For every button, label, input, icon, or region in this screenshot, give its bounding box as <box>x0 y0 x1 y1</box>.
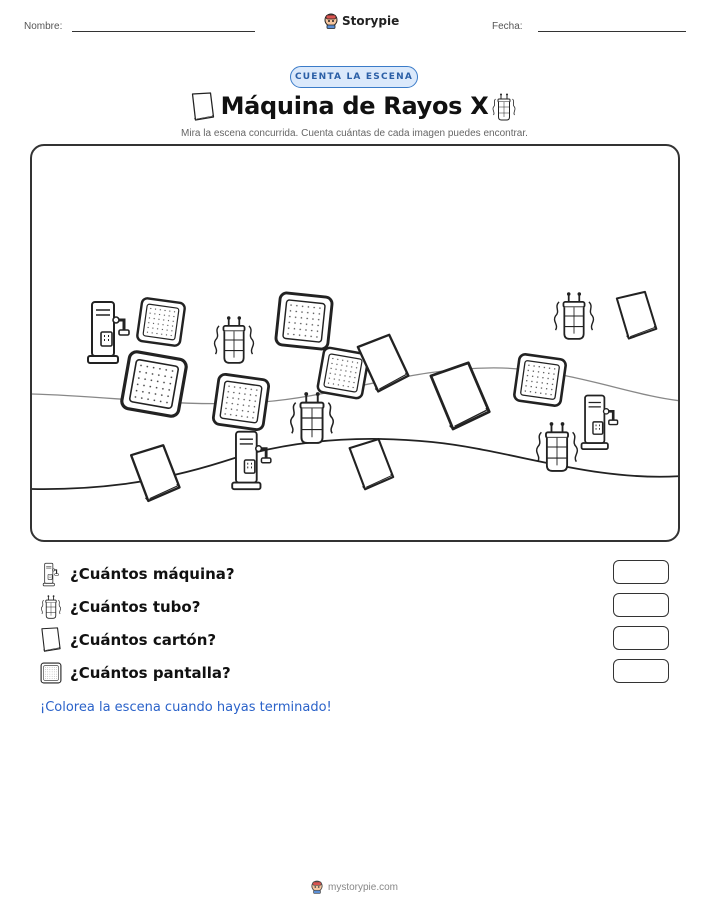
cardboard-item <box>131 444 181 502</box>
brand-logo <box>324 13 399 29</box>
xray-machine-item <box>582 395 618 449</box>
footer-url[interactable]: mystorypie.com <box>327 881 398 893</box>
question-screen <box>40 660 231 686</box>
tube-icon <box>40 594 62 620</box>
question-label: ¿Cuántos cartón? <box>70 631 217 649</box>
xray-machine-icon <box>40 561 62 587</box>
storypie-mascot-icon <box>311 880 323 894</box>
question-machine <box>40 561 235 587</box>
answer-box-screen[interactable] <box>613 659 669 683</box>
footer <box>0 880 709 894</box>
scene-illustration <box>32 146 680 542</box>
tube-icon <box>491 92 517 122</box>
cardboard-item <box>617 291 658 339</box>
storypie-mascot-icon <box>324 13 338 29</box>
xray-machine-item <box>88 302 129 363</box>
page-title: Máquina de Rayos X <box>220 92 489 120</box>
screen-item <box>514 354 567 407</box>
cardboard-icon <box>40 627 62 653</box>
xray-machine-item <box>232 432 271 490</box>
question-label: ¿Cuántos tubo? <box>70 598 201 616</box>
tube-item <box>537 422 578 471</box>
question-tube <box>40 594 200 620</box>
screen-item <box>275 292 332 349</box>
answer-box-machine[interactable] <box>613 560 669 584</box>
name-field[interactable] <box>72 31 255 32</box>
search-scene <box>30 144 680 542</box>
brand-name: Storypie <box>342 14 400 28</box>
coloring-note: ¡Colorea la escena cuando hayas terminado! <box>40 700 332 715</box>
screen-item <box>121 351 188 418</box>
screen-item <box>137 298 186 347</box>
tube-item <box>555 292 594 339</box>
activity-badge: CUENTA LA ESCENA <box>290 66 418 88</box>
question-cardboard <box>40 627 216 653</box>
date-label: Fecha: <box>492 21 523 32</box>
question-label: ¿Cuántos pantalla? <box>70 664 231 682</box>
tube-item <box>291 392 334 443</box>
cardboard-item <box>349 438 394 491</box>
screen-item <box>213 374 270 431</box>
name-label: Nombre: <box>24 21 63 32</box>
question-label: ¿Cuántos máquina? <box>70 565 235 583</box>
answer-box-cardboard[interactable] <box>613 626 669 650</box>
cardboard-item <box>430 361 491 431</box>
answer-box-tube[interactable] <box>613 593 669 617</box>
tube-item <box>215 316 254 363</box>
screen-icon <box>40 660 62 686</box>
date-field[interactable] <box>538 31 686 32</box>
instructions: Mira la escena concurrida. Cuenta cuántas de cada imagen puedes encontrar. <box>181 128 528 139</box>
